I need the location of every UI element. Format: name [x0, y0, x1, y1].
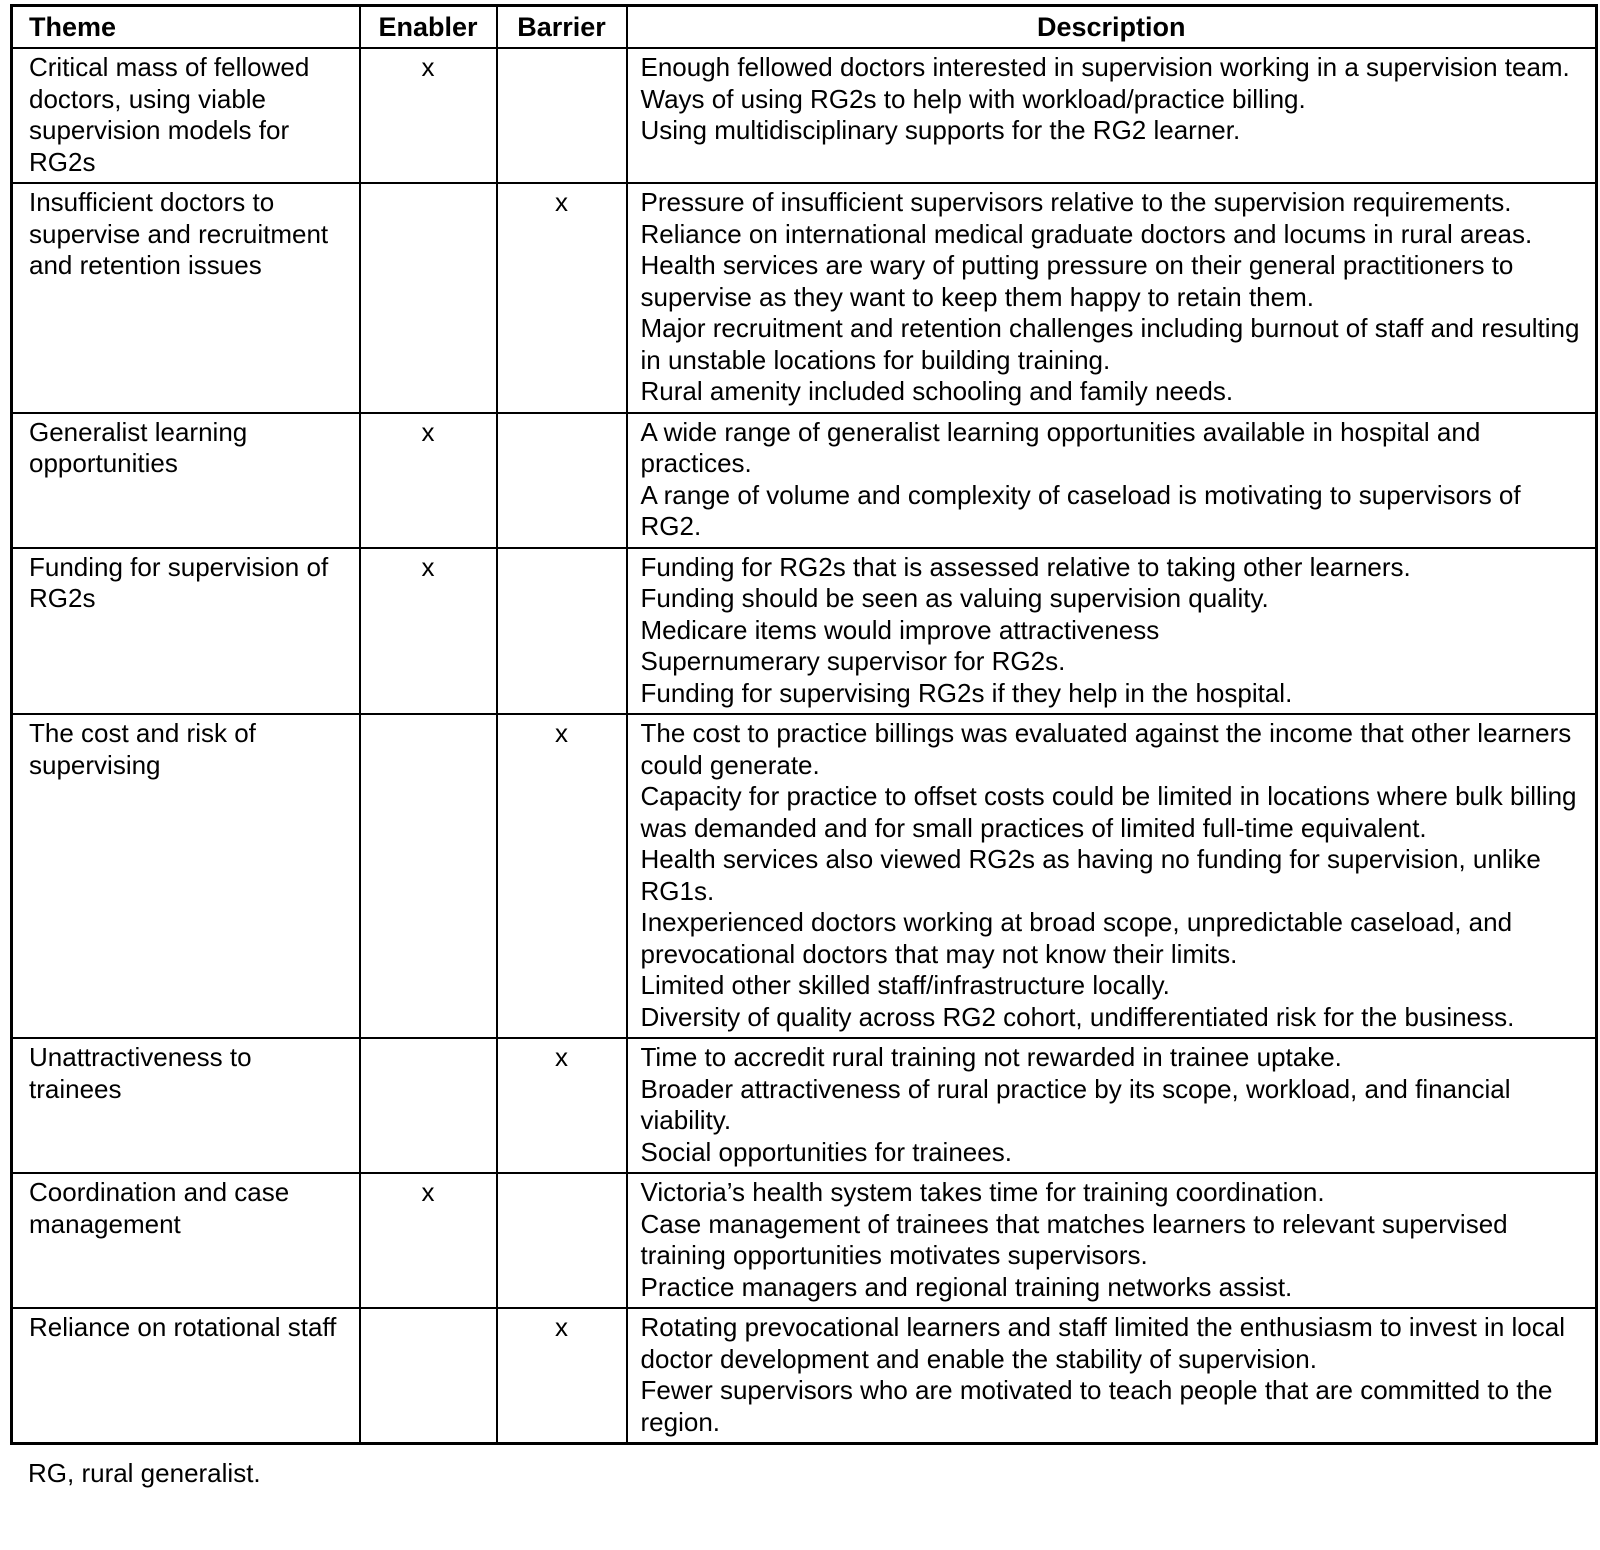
description-line: Pressure of insufficient supervisors relative to the supervision requirements. — [640, 187, 1512, 217]
description-line: Ways of using RG2s to help with workload/practice billing. — [640, 83, 1306, 114]
barrier-cell — [497, 548, 627, 715]
description-line: Diversity of quality across RG2 cohort, undifferentiated risk for the business. — [640, 1001, 1515, 1032]
table-row — [12, 548, 1597, 715]
description-line: Major recruitment and retention challenges including burnout of staff and resulting in unstable locations for building training. — [640, 313, 1580, 375]
enablers-barriers-table — [10, 4, 1598, 1445]
description-cell — [627, 1038, 1597, 1173]
table-footnote: RG, rural generalist. — [28, 1458, 261, 1488]
description-line: Funding for supervising RG2s if they help in the hospital. — [640, 677, 1293, 708]
theme-cell: Generalist learning opportunities — [12, 413, 360, 548]
description-line: Health services also viewed RG2s as having no funding for supervision, unlike RG1s. — [640, 844, 1541, 906]
enabler-cell — [360, 1038, 497, 1173]
barrier-cell — [497, 1173, 627, 1308]
theme-cell: Insufficient doctors to supervise and recruitment and retention issues — [12, 183, 360, 413]
barrier-cell: x — [497, 1038, 627, 1173]
description-line: Limited other skilled staff/infrastructure locally. — [640, 970, 1170, 1000]
description-line: Case management of trainees that matches learners to relevant supervised training opportunities motivates supervisors. — [640, 1208, 1508, 1270]
description-line: Medicare items would improve attractiveness — [640, 614, 1160, 645]
description-cell — [627, 1308, 1597, 1444]
table-row — [12, 48, 1597, 183]
enabler-cell — [360, 1308, 497, 1444]
header-enabler: Enabler — [360, 6, 497, 49]
description-line: Using multidisciplinary supports for the RG2 learner. — [640, 115, 1241, 145]
description-cell — [627, 48, 1597, 183]
barrier-cell — [497, 413, 627, 548]
table-row — [12, 413, 1597, 548]
description-line: Funding should be seen as valuing supervision quality. — [640, 583, 1269, 613]
enabler-cell: x — [360, 48, 497, 183]
barrier-cell: x — [497, 183, 627, 413]
description-line: Social opportunities for trainees. — [640, 1136, 1012, 1167]
description-line: Rotating prevocational learners and staff limited the enthusiasm to invest in local doctor development and enable the stability of supervision. — [640, 1312, 1565, 1374]
description-line: Practice managers and regional training networks assist. — [640, 1271, 1293, 1302]
description-line: Broader attractiveness of rural practice by its scope, workload, and financial viability. — [640, 1073, 1511, 1135]
description-cell — [627, 183, 1597, 413]
theme-cell: Reliance on rotational staff — [12, 1308, 360, 1444]
description-line: A wide range of generalist learning opportunities available in hospital and practices. — [640, 416, 1481, 478]
header-description: Description — [627, 6, 1597, 49]
description-line: Reliance on international medical graduate doctors and locums in rural areas. — [640, 218, 1533, 249]
table-row — [12, 183, 1597, 413]
enabler-cell: x — [360, 548, 497, 715]
description-line: Time to accredit rural training not rewarded in trainee uptake. — [640, 1042, 1342, 1072]
description-line: Health services are wary of putting pressure on their general practitioners to supervise as they want to keep them happy to retain them. — [640, 250, 1514, 312]
description-cell — [627, 714, 1597, 1038]
description-line: The cost to practice billings was evaluated against the income that other learners could generate. — [640, 718, 1572, 780]
header-row — [12, 6, 1597, 49]
enabler-cell: x — [360, 1173, 497, 1308]
description-cell — [627, 1173, 1597, 1308]
description-line: Inexperienced doctors working at broad scope, unpredictable caseload, and prevocational doctors that may not know their limits. — [640, 907, 1513, 969]
theme-cell: Coordination and case management — [12, 1173, 360, 1308]
barrier-cell: x — [497, 1308, 627, 1444]
enabler-cell: x — [360, 413, 497, 548]
enabler-cell — [360, 183, 497, 413]
description-line: Capacity for practice to offset costs could be limited in locations where bulk billing was demanded and for small practices of limited full-time equivalent. — [640, 781, 1577, 843]
header-barrier: Barrier — [497, 6, 627, 49]
theme-cell: Funding for supervision of RG2s — [12, 548, 360, 715]
description-cell — [627, 413, 1597, 548]
description-line: A range of volume and complexity of caseload is motivating to supervisors of RG2. — [640, 479, 1521, 541]
table-row — [12, 1308, 1597, 1444]
header-theme: Theme — [12, 6, 360, 49]
enabler-cell — [360, 714, 497, 1038]
description-line: Fewer supervisors who are motivated to teach people that are committed to the region. — [640, 1375, 1553, 1437]
theme-cell: Critical mass of fellowed doctors, using viable supervision models for RG2s — [12, 48, 360, 183]
description-line: Funding for RG2s that is assessed relative to taking other learners. — [640, 551, 1411, 582]
barrier-cell — [497, 48, 627, 183]
barrier-cell: x — [497, 714, 627, 1038]
table-row — [12, 1173, 1597, 1308]
table-row — [12, 1038, 1597, 1173]
theme-cell: The cost and risk of supervising — [12, 714, 360, 1038]
table-body — [12, 48, 1597, 1444]
description-line: Victoria’s health system takes time for training coordination. — [640, 1177, 1325, 1207]
theme-cell: Unattractiveness to trainees — [12, 1038, 360, 1173]
table-row — [12, 714, 1597, 1038]
description-cell — [627, 548, 1597, 715]
description-line: Enough fellowed doctors interested in supervision working in a supervision team. — [640, 52, 1570, 82]
description-line: Rural amenity included schooling and family needs. — [640, 376, 1234, 406]
description-line: Supernumerary supervisor for RG2s. — [640, 646, 1066, 676]
